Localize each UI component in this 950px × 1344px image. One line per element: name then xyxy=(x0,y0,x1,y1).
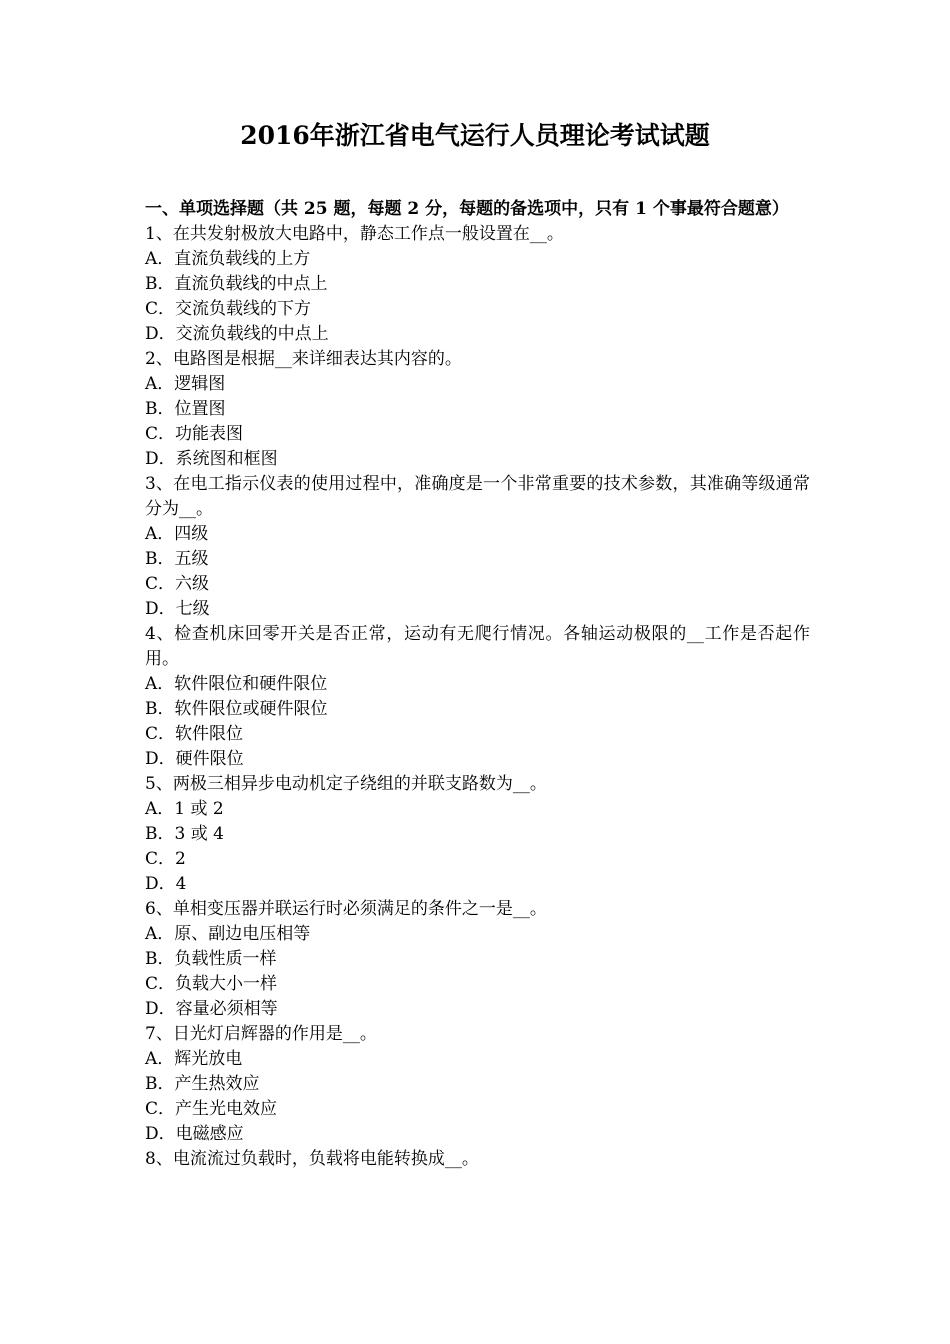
option-d: D．系统图和框图 xyxy=(145,449,278,469)
document-body xyxy=(145,197,810,1172)
question-2 xyxy=(145,347,810,472)
question-stem: 3、在电工指示仪表的使用过程中，准确度是一个非常重要的技术参数，其准确等级通常分为__。 xyxy=(145,474,810,519)
option-c: C．2 xyxy=(145,849,186,869)
option-a: A．原、副边电压相等 xyxy=(145,924,311,944)
option-b: B．直流负载线的中点上 xyxy=(145,274,328,294)
question-stem: 4、检查机床回零开关是否正常，运动有无爬行情况。各轴运动极限的__工作是否起作用。 xyxy=(145,624,810,669)
option-d: D．交流负载线的中点上 xyxy=(145,324,329,344)
option-a: A．1 或 2 xyxy=(145,799,224,819)
question-stem: 6、单相变压器并联运行时必须满足的条件之一是__。 xyxy=(145,899,547,919)
option-a: A．辉光放电 xyxy=(145,1049,243,1069)
question-stem: 8、电流流过负载时，负载将电能转换成__。 xyxy=(145,1149,479,1169)
option-c: C．负载大小一样 xyxy=(145,974,278,994)
option-c: C．交流负载线的下方 xyxy=(145,299,312,319)
option-a: A．四级 xyxy=(145,524,209,544)
section-heading: 一、单项选择题（共 25 题，每题 2 分，每题的备选项中，只有 1 个事最符合题意） xyxy=(145,199,789,219)
option-a: A．逻辑图 xyxy=(145,374,226,394)
option-d: D．4 xyxy=(145,874,187,894)
option-b: B．产生热效应 xyxy=(145,1074,260,1094)
option-a: A．软件限位和硬件限位 xyxy=(145,674,328,694)
question-stem: 5、两极三相异步电动机定子绕组的并联支路数为__。 xyxy=(145,774,547,794)
option-b: B．五级 xyxy=(145,549,209,569)
question-4 xyxy=(145,622,810,772)
option-c: C．产生光电效应 xyxy=(145,1099,278,1119)
option-c: C．六级 xyxy=(145,574,210,594)
question-stem: 1、在共发射极放大电路中，静态工作点一般设置在__。 xyxy=(145,224,564,244)
option-d: D．容量必须相等 xyxy=(145,999,278,1019)
option-c: C．功能表图 xyxy=(145,424,244,444)
question-8 xyxy=(145,1147,810,1172)
question-7 xyxy=(145,1022,810,1147)
question-6 xyxy=(145,897,810,1022)
option-d: D．七级 xyxy=(145,599,210,619)
question-5 xyxy=(145,772,810,897)
option-c: C．软件限位 xyxy=(145,724,244,744)
question-stem: 7、日光灯启辉器的作用是__。 xyxy=(145,1024,377,1044)
document-title: 2016年浙江省电气运行人员理论考试试题 xyxy=(240,121,710,150)
option-b: B．负载性质一样 xyxy=(145,949,277,969)
question-stem: 2、电路图是根据__来详细表达其内容的。 xyxy=(145,349,462,369)
option-b: B．3 或 4 xyxy=(145,824,224,844)
option-b: B．软件限位或硬件限位 xyxy=(145,699,328,719)
option-d: D．电磁感应 xyxy=(145,1124,244,1144)
option-a: A．直流负载线的上方 xyxy=(145,249,311,269)
question-3 xyxy=(145,472,810,622)
option-d: D．硬件限位 xyxy=(145,749,244,769)
option-b: B．位置图 xyxy=(145,399,226,419)
question-1 xyxy=(145,222,810,347)
